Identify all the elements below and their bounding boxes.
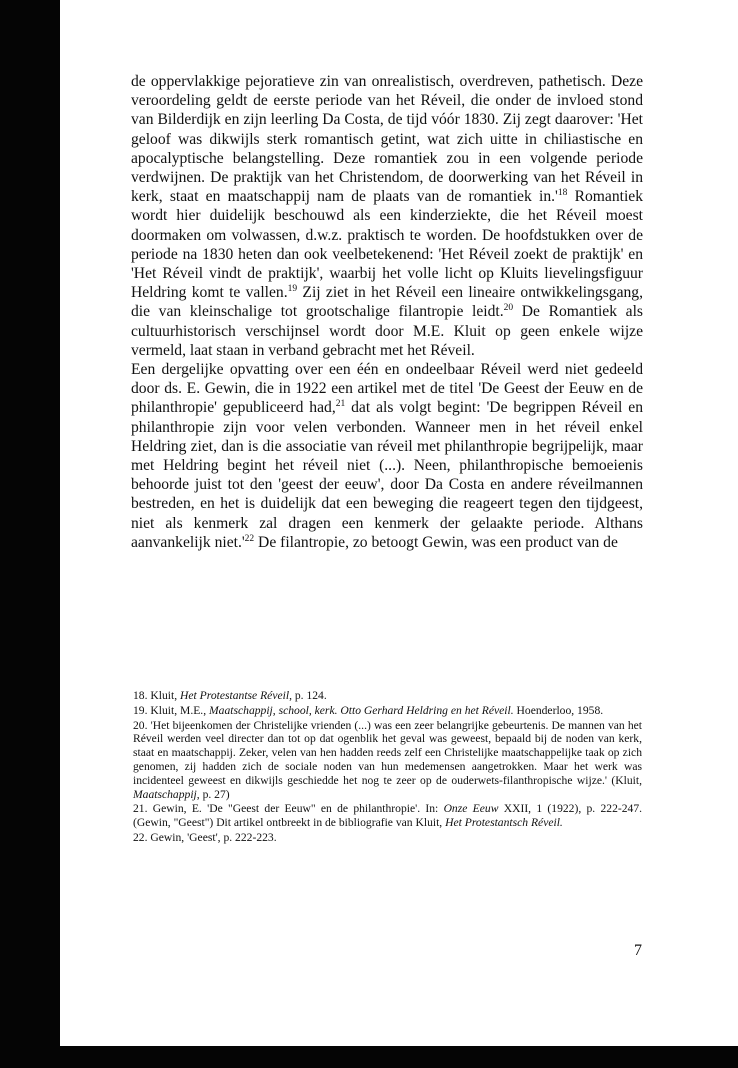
footnote-20-text: 20. 'Het bijeenkomen der Christelijke vrienden (...) was een zeer belangrijke gebeurtenis. De mannen van het Réveil werden veel directer dan tot op dat ogenblik het geval was geweest, bepaald bij de noden van kerk, staat en maatschappij. Zeker, velen van hen hadden reeds zelf een Christelijke maatschappelijke taak op zich genomen, zij hadden zich de sociale noden van hun medemensen aangetrokken. Maar het werk was incidenteel geweest en dikwijls geschiedde het nog te zeer op de ouderwets-filanthropische wijze.' (Kluit, (133, 718, 642, 787)
paragraph-1-text-2: Romantiek wordt hier duidelijk beschouwd als een kinderziekte, die het Réveil moest doormaken om volwassen, d.w.z. praktisch te worden. De hoofdstukken over de periode na 1830 heten dan ook veelbetekenend: 'Het Réveil zoekt de praktijk' en 'Het Réveil vindt de praktijk', waarbij het volle licht op Kluits lievelingsfiguur Heldring komt te vallen. (131, 188, 643, 302)
footnote-ref-21: 21 (335, 399, 346, 410)
page-number: 7 (634, 942, 642, 959)
paragraph-2-text-1: Een dergelijke opvatting over een één en ondeelbaar Réveil werd niet gedeeld door ds. E. Gewin, die in 1922 een artikel met de titel 'De Geest der Eeuw en de philanthropie' gepubliceerd had, (131, 361, 643, 417)
paragraph-1 (131, 72, 643, 360)
footnote-ref-18: 18 (557, 188, 568, 199)
footnote-18-title: Het Protestantse Réveil (180, 689, 290, 702)
scan-border-bottom (0, 1046, 738, 1068)
footnote-20-title: Maatschappij (133, 787, 197, 801)
footnote-21-title: Het Protestantsch Réveil. (445, 816, 563, 830)
paragraph-2-text-2: dat als volgt begint: 'De begrippen Réveil en philanthropie zijn voor velen verbonden. Wanneer men in het réveil enkel Heldring ziet, dan is die associatie van réveil met philanthropie begrijpelijk, maar met Heldring begint het réveil niet (...). Neen, philanthropische bemoeienis behoorde juist tot den 'geest der eeuw', door Da Costa en andere réveilmannen bestreden, en het is duidelijk dat een beweging die reageert tegen den tijdgeest, niet als kenmerk zal dragen een kenmerk der gelaakte periode. Althans aanvankelijk niet.' (131, 399, 643, 551)
paragraph-1-text-1: de oppervlakkige pejoratieve zin van onrealistisch, overdreven, pathetisch. Deze veroordeling geldt de eerste periode van het Réveil, die onder de invloed stond van Bilderdijk en zijn leerling Da Costa, de tijd vóór 1830. Zij zegt daarover: 'Het geloof was dikwijls sterk romantisch getint, wat zich uitte in chiliastische en apocalyptische belangstelling. Deze romantiek zou in een volgende periode verdwijnen. De praktijk van het Christendom, de doorwerking van het Réveil in kerk, staat en maatschappij nam de plaats van de romantiek in.' (131, 73, 643, 206)
paragraph-2-text-3: De filantropie, zo betoogt Gewin, was een product van de (254, 533, 618, 551)
footnote-18-text: 18. Kluit, (133, 689, 181, 702)
paragraph-1-text-4: De Romantiek als cultuurhistorisch verschijnsel wordt door M.E. Kluit op geen enkele wijze vermeld, laat staan in verband gebracht met het Réveil. (131, 303, 643, 359)
paragraph-1-text-3: Zij ziet in het Réveil een lineaire ontwikkelingsgang, die van kleinschalige tot grootschalige filantropie leidt. (131, 284, 644, 321)
footnote-19-title: Maatschappij, school, kerk. Otto Gerhard Heldring en het Réveil. (209, 703, 514, 717)
footnote-21 (133, 802, 642, 830)
footnote-19-place: Hoenderloo, 1958. (513, 703, 604, 717)
footnote-20-page: , p. 27) (196, 787, 230, 801)
footnote-21-text: 21. Gewin, E. 'De "Geest der Eeuw" en de philanthropie'. In: (133, 802, 444, 816)
footnote-22-text: 22. Gewin, 'Geest', p. 222-223. (133, 830, 277, 844)
footnote-20 (133, 719, 642, 802)
paragraph-2 (131, 360, 643, 552)
footnote-19-text: 19. Kluit, M.E., (133, 703, 210, 717)
footnote-18-page: , p. 124. (289, 689, 327, 702)
footnote-21-journal: Onze Eeuw (443, 802, 499, 816)
footnote-18 (133, 689, 642, 703)
footnote-ref-22: 22 (244, 533, 255, 544)
footnote-ref-20: 20 (503, 303, 514, 314)
footnote-ref-19: 19 (287, 284, 298, 295)
scan-border-left (0, 0, 60, 1068)
footnotes (133, 689, 642, 846)
footnote-21-details: XXII, 1 (1922), p. 222-247. (Gewin, "Geest") Dit artikel ontbreekt in de bibliografie van Kluit, (133, 802, 643, 830)
page-body (131, 72, 643, 552)
footnote-22 (133, 831, 642, 845)
main-text (131, 72, 643, 552)
footnote-19 (133, 704, 642, 718)
